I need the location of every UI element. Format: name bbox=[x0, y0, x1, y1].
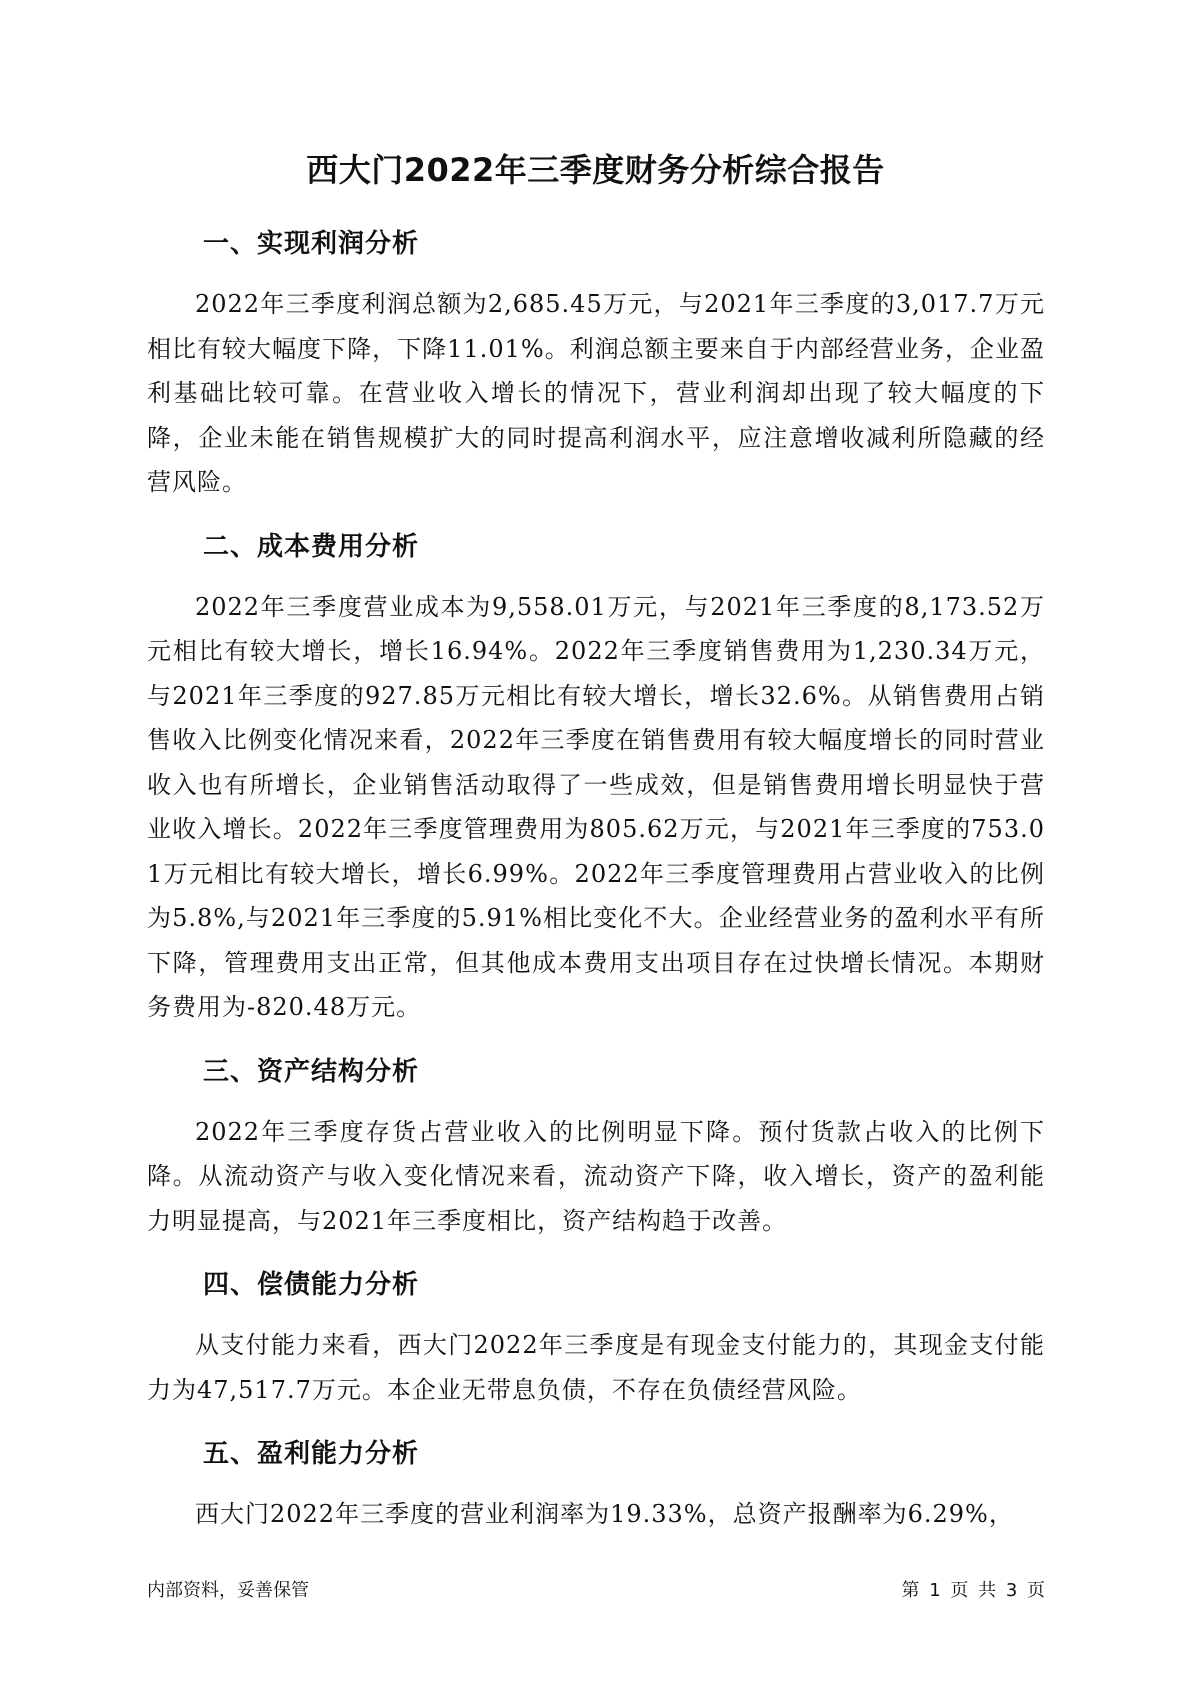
document-body bbox=[147, 222, 1045, 1557]
section-paragraph-solvency: 从支付能力来看，西大门2022年三季度是有现金支付能力的，其现金支付能力为47,517.7万元。本企业无带息负债，不存在负债经营风险。 bbox=[147, 1331, 1045, 1404]
section-heading-profit: 一、实现利润分析 bbox=[203, 229, 420, 259]
footer-page-number: 第 1 页 共 3 页 bbox=[901, 1580, 1045, 1601]
section-heading-solvency: 四、偿债能力分析 bbox=[203, 1270, 420, 1300]
section-paragraph-profit: 2022年三季度利润总额为2,685.45万元，与2021年三季度的3,017.7万元相比有较大幅度下降，下降11.01%。利润总额主要来自于内部经营业务，企业盈利基础比较可靠。在营业收入增长的情况下，营业利润却出现了较大幅度的下降，企业未能在销售规模扩大的同时提高利润水平，应注意增收减利所隐藏的经营风险。 bbox=[147, 290, 1045, 496]
footer-confidential-note: 内部资料，妥善保管 bbox=[147, 1580, 309, 1601]
document-title: 西大门2022年三季度财务分析综合报告 bbox=[306, 151, 885, 189]
section-heading-profitability: 五、盈利能力分析 bbox=[203, 1439, 420, 1469]
section-heading-assets: 三、资产结构分析 bbox=[203, 1056, 420, 1087]
section-heading-cost: 二、成本费用分析 bbox=[203, 531, 420, 562]
section-paragraph-profitability: 西大门2022年三季度的营业利润率为19.33%，总资产报酬率为6.29%， bbox=[195, 1500, 1014, 1528]
section-paragraph-assets: 2022年三季度存货占营业收入的比例明显下降。预付货款占收入的比例下降。从流动资产与收入变化情况来看，流动资产下降，收入增长，资产的盈利能力明显提高，与2021年三季度相比，资产结构趋于改善。 bbox=[147, 1117, 1045, 1235]
section-paragraph-cost: 2022年三季度营业成本为9,558.01万元，与2021年三季度的8,173.52万元相比有较大增长，增长16.94%。2022年三季度销售费用为1,230.34万元，与2021年三季度的927.85万元相比有较大增长，增长32.6%。从销售费用占销售收入比例变化情况来看，2022年三季度在销售费用有较大幅度增长的同时营业收入也有所增长，企业销售活动取得了一些成效，但是销售费用增长明显快于营业收入增长。2022年三季度管理费用为805.62万元，与2021年三季度的753.01万元相比有较大增长，增长6.99%。2022年三季度管理费用占营业收入的比例为5.8%,与2021年三季度的5.91%相比变化不大。企业经营业务的盈利水平有所下降，管理费用支出正常，但其他成本费用支出项目存在过快增长情况。本期财务费用为-820.48万元。 bbox=[147, 592, 1045, 1021]
page-footer bbox=[147, 1578, 1045, 1604]
